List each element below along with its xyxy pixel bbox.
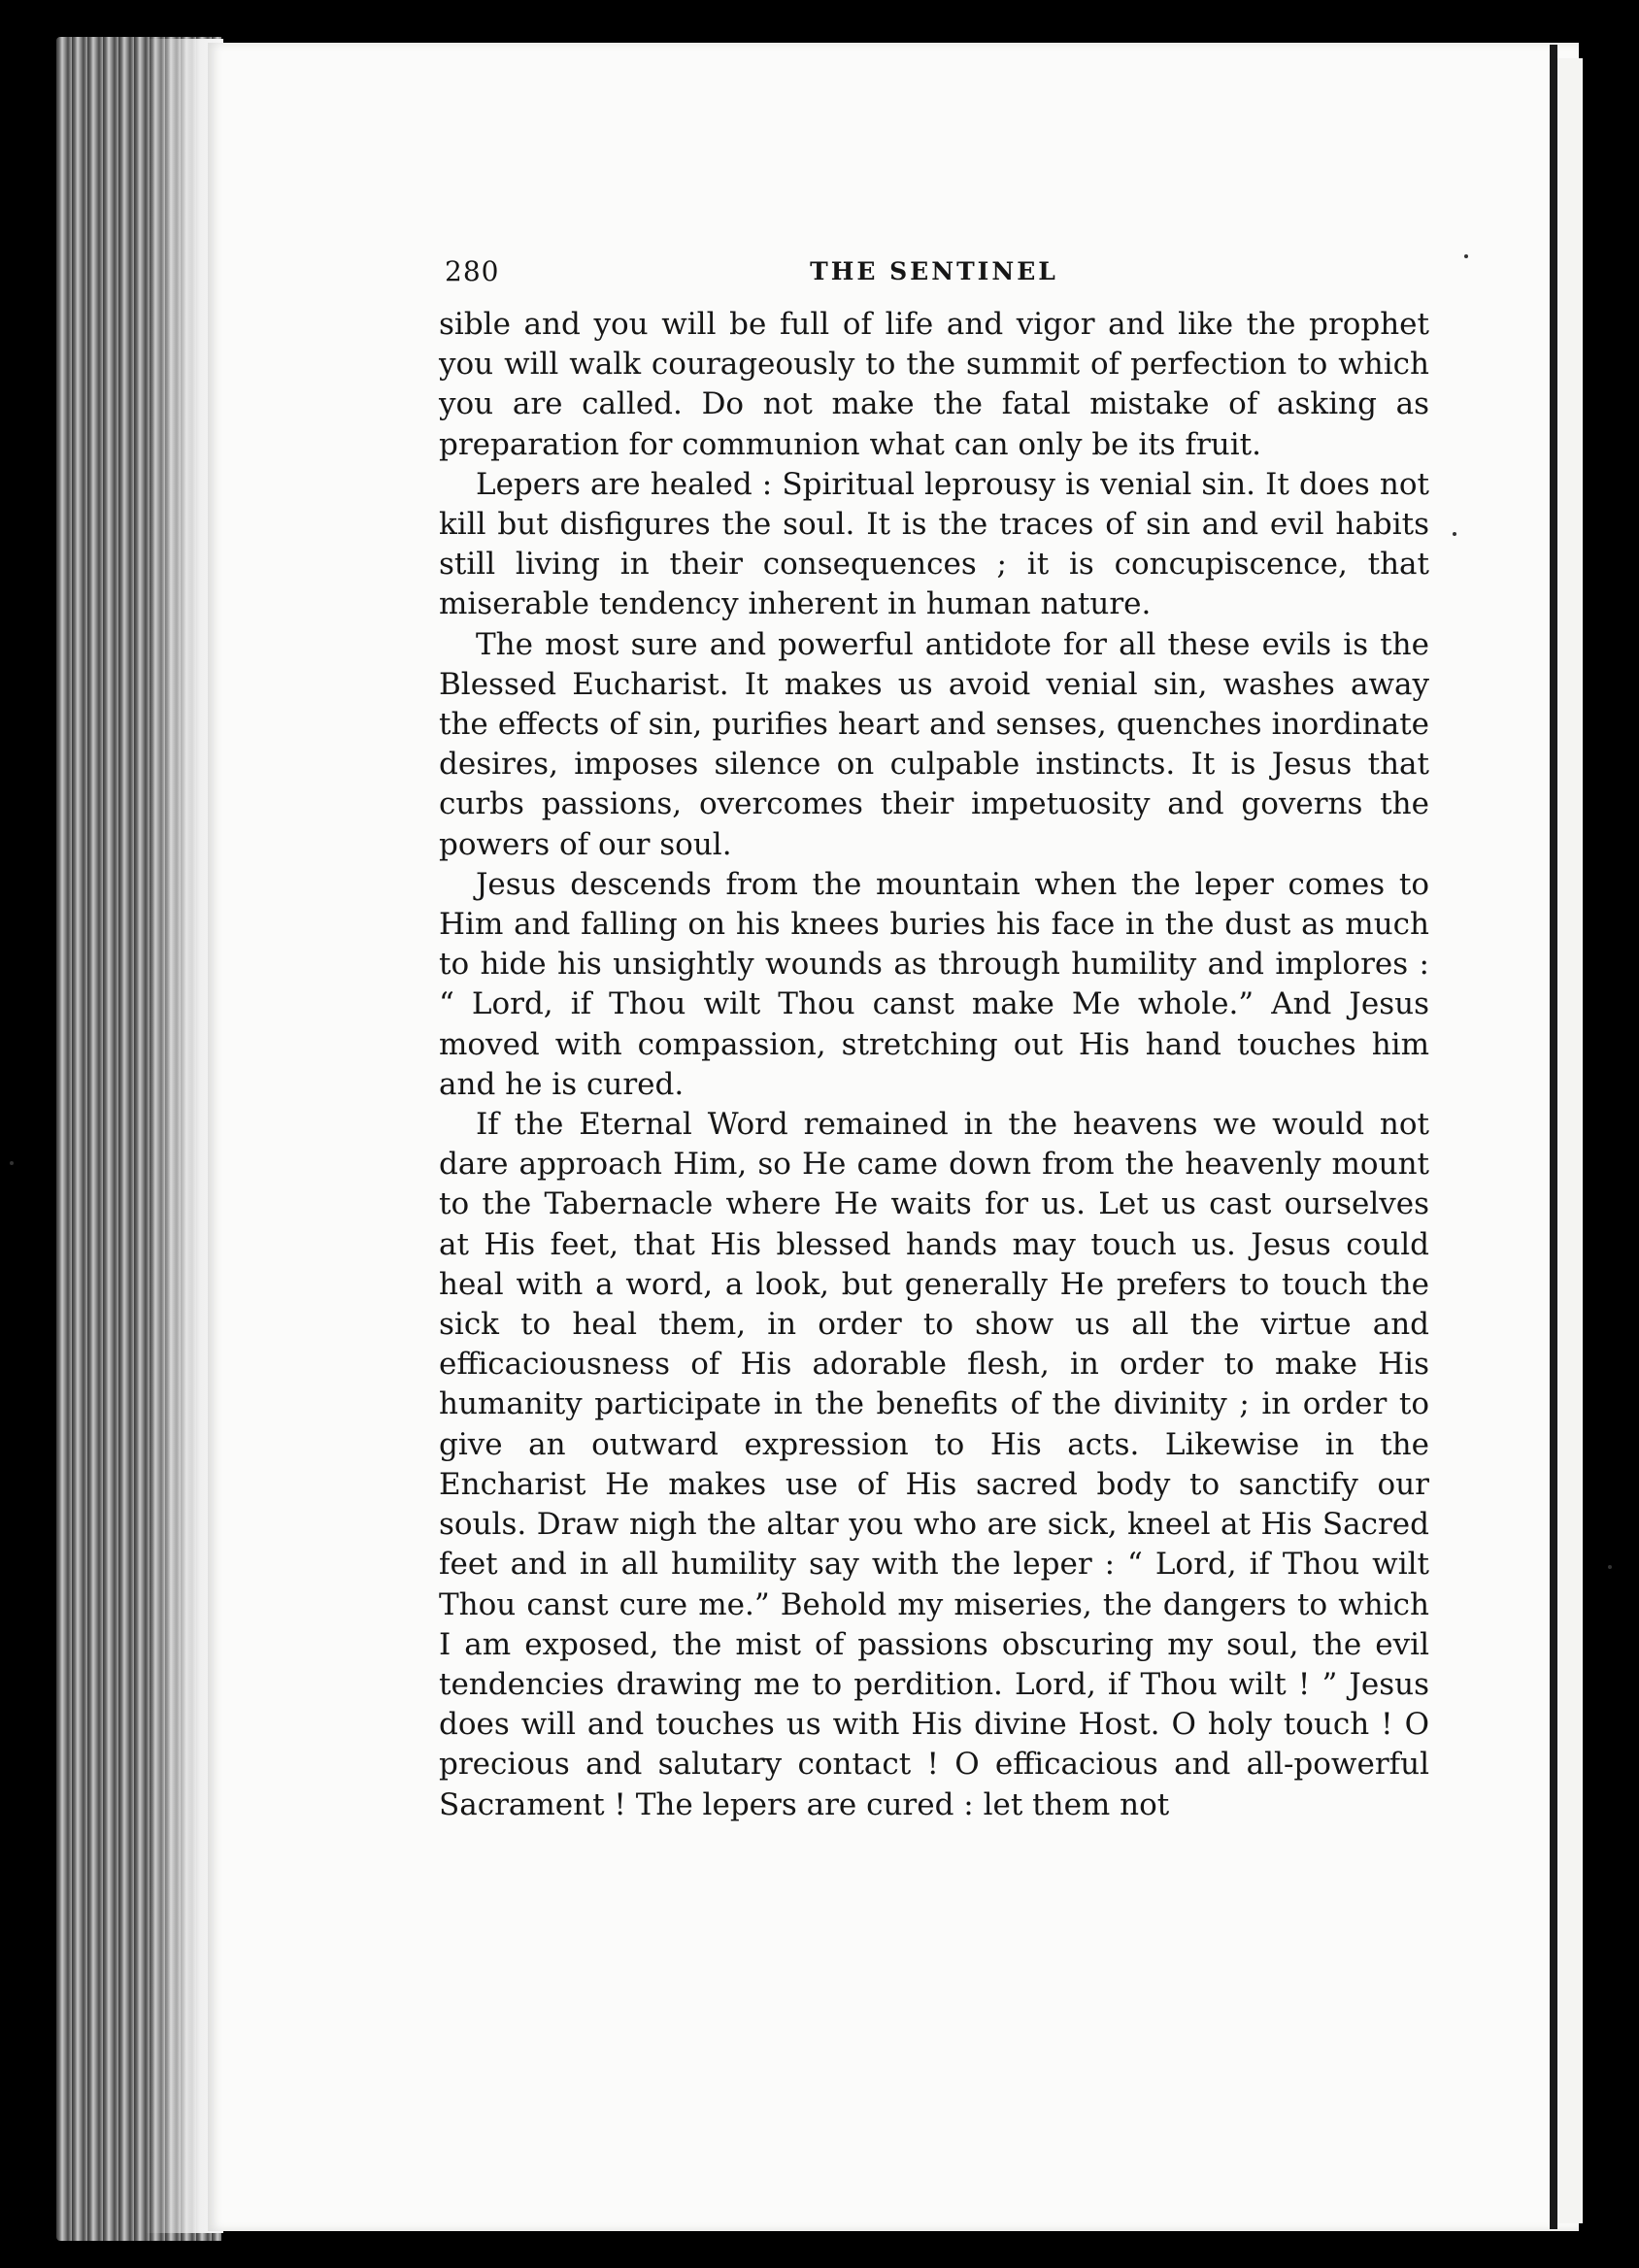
paragraph-eternal-word: If the Eternal Word remained in the heavens we would not dare approach Him, so He came down from the heavenly mount to the Tabernacle where He waits for us. Let us cast ourselves at His feet, that His blessed hands may touch us. Jesus could heal with a word, a look, but generally He prefers to touch the sick to heal them, in order to show us all the virtue and efficaciousness of His adorable flesh, in order to make His humanity participate in the benefits of the divinity ; in order to give an outward expression to His acts. Likewise in the Encharist He makes use of His sacred body to sanctify our souls. Draw nigh the altar you who are sick, kneel at His Sacred feet and in all humility say with the leper : “ Lord, if Thou wilt Thou canst cure me.” Behold my miseries, the dangers to which I am exposed, the mist of passions obscuring my soul, the evil tendencies drawing me to perdition. Lord, if Thou wilt ! ” Jesus does will and touches us with His divine Host. O holy touch ! O precious and salutary contact ! O efficacious and all-powerful Sacrament ! The lepers are cured : let them not [439,1107,1429,1822]
facing-page-edge [1557,58,1583,2223]
dust-speck [1464,254,1468,258]
paragraph-lepers-healed: Lepers are healed : Spiritual leprousy is venial sin. It does not kill but disfigures the soul. It is the traces of sin and evil habits still living in their consequences ; it is concupiscence, that miserable tendency inherent in human nature. [439,466,1429,622]
dust-speck [10,1161,14,1165]
paragraph-jesus-descends: Jesus descends from the mountain when the leper comes to Him and falling on his knees buries his face in the dust as much to hide his unsightly wounds as through humility and implores : “ Lord, if Thou wilt Thou canst make Me whole.” And Jesus moved with compassion, stretching out His hand touches him and he is cured. [439,866,1429,1102]
paragraph-continued: sible and you will be full of life and vigor and like the prophet you will walk courageously to the summit of perfection to which you are called. Do not make the fatal mistake of asking as preparation for communion what can only be its fruit. [439,307,1429,462]
body-text [439,305,1429,1825]
dust-speck [1453,532,1456,536]
running-title: THE SENTINEL [810,257,1058,285]
paragraph-antidote: The most sure and powerful antidote for all these evils is the Blessed Eucharist. It makes us avoid venial sin, washes away the effects of sin, purifies heart and senses, quenches inordinate desires, imposes silence on culpable instincts. It is Jesus that curbs passions, overcomes their impetuosity and governs the powers of our soul. [439,626,1429,862]
dust-speck [1608,1565,1612,1569]
page-text-block [439,249,1429,1825]
running-head [439,249,1429,295]
book-gutter [1550,45,1557,2229]
page-number: 280 [445,255,500,287]
